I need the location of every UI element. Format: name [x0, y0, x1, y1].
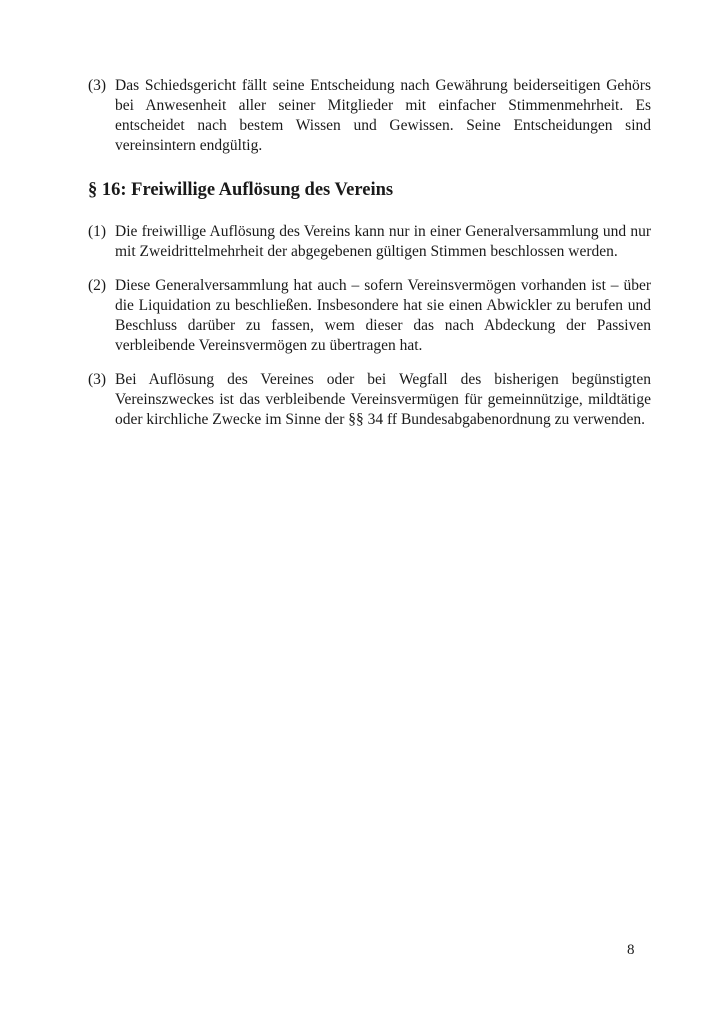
paragraph-text: Die freiwillige Auflösung des Vereins kann nur in einer Generalversammlung und nur mit Zweidrittelmehrheit der abgegebenen gültigen Stimmen beschlossen werden.: [115, 223, 651, 260]
paragraph-number: (3): [88, 77, 107, 94]
section-heading: § 16: Freiwillige Auflösung des Vereins: [88, 180, 394, 200]
numbered-paragraph: [88, 76, 651, 156]
numbered-paragraph: [88, 222, 651, 262]
numbered-paragraph: [88, 276, 651, 356]
numbered-paragraph: [88, 370, 651, 430]
page-number: 8: [627, 942, 635, 958]
paragraph-text: Bei Auflösung des Vereines oder bei Wegfall des bisherigen begünstigten Vereinszweckes ist das verbleibende Vereinsvermügen für gemeinnützige, mildtätige oder kirchliche Zwecke im Sinne der §§ 34 ff Bundesabgabenordnung zu verwenden.: [115, 371, 651, 428]
paragraph-text: Diese Generalversammlung hat auch – sofern Vereinsvermögen vorhanden ist – über die Liquidation zu beschließen. Insbesondere hat sie einen Abwickler zu berufen und Beschluss darüber zu fassen, wem dieser das nach Abdeckung der Passiven verbleibende Vereinsvermögen zu übertragen hat.: [115, 277, 651, 354]
paragraph-number: (3): [88, 371, 107, 388]
page-content: [88, 76, 651, 444]
paragraph-number: (1): [88, 223, 107, 240]
paragraph-text: Das Schiedsgericht fällt seine Entscheidung nach Gewährung beiderseitigen Gehörs bei Anwesenheit aller seiner Mitglieder mit einfacher Stimmenmehrheit. Es entscheidet nach bestem Wissen und Gewissen. Seine Entscheidungen sind vereinsintern endgültig.: [115, 77, 651, 154]
paragraph-number: (2): [88, 277, 107, 294]
